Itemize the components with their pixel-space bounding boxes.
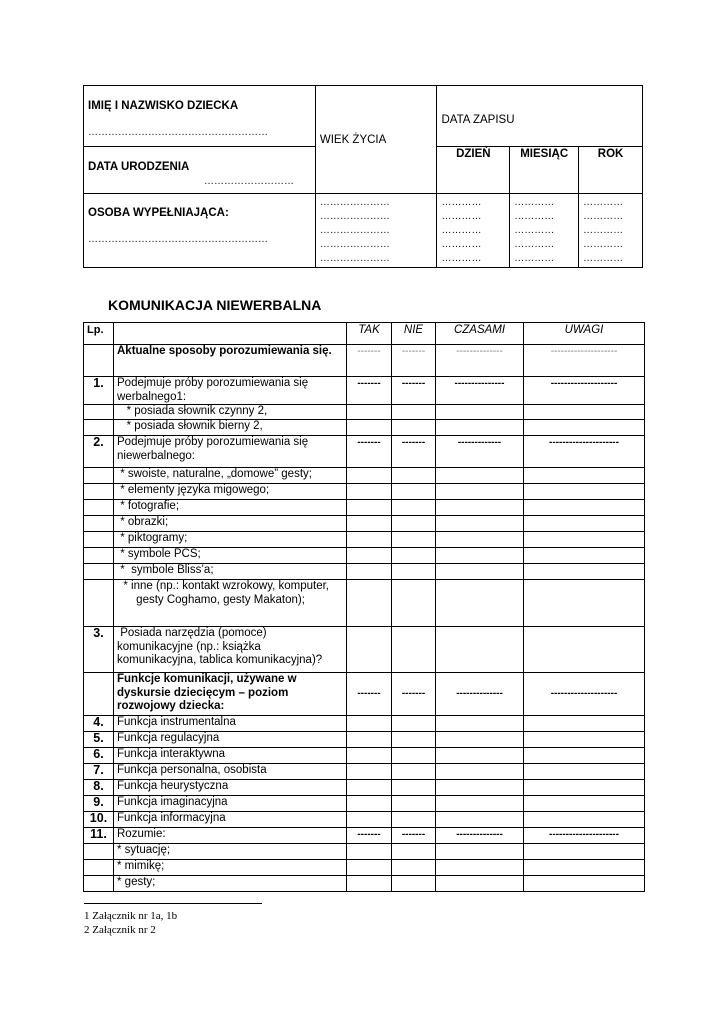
row-description: Rozumie: [114,828,347,844]
table-row [84,468,645,484]
tak-dash-cell[interactable]: ------- [347,673,392,716]
table-row [84,405,645,420]
birth-date-cell[interactable] [84,147,316,194]
year-dots-line: ………… [583,239,624,250]
row-number: 11. [84,828,114,844]
nie-answer-cell[interactable] [392,876,436,892]
row-description: Aktualne sposoby porozumiewania się. [114,345,347,377]
row-number: 4. [84,716,114,732]
uwagi-answer-cell[interactable] [524,764,645,780]
age-value-cell[interactable] [315,194,437,268]
tak-answer-cell[interactable] [347,548,392,564]
table-row [84,580,645,627]
table-row [84,420,645,436]
row-description: * posiada słownik bierny 2, [114,420,347,436]
nie-answer-cell[interactable] [392,564,436,580]
communication-table [83,322,645,892]
tak-answer-cell[interactable] [347,764,392,780]
child-name-cell[interactable] [84,86,316,147]
day-dots-line: ………… [441,239,482,250]
nie-dash-cell[interactable]: ------- [392,345,436,377]
czasami-dash-cell[interactable]: -------------- [436,345,524,377]
column-header-uwagi: UWAGI [524,323,645,345]
row-number [84,500,114,516]
table-row [84,716,645,732]
row-number [84,468,114,484]
czasami-answer-cell[interactable] [436,764,524,780]
month-dots-line: ………… [514,197,555,208]
year-dots-line: ………… [583,225,624,236]
uwagi-dash-cell[interactable]: --------------------- [524,436,645,468]
nie-answer-cell[interactable] [392,405,436,420]
month-dots-line: ………… [514,225,555,236]
uwagi-answer-cell[interactable] [524,844,645,860]
day-value-cell[interactable] [437,194,510,268]
czasami-answer-cell[interactable] [436,420,524,436]
uwagi-answer-cell[interactable] [524,780,645,796]
row-description: Funkcja informacyjna [114,812,347,828]
day-dots-line: ………… [441,211,482,222]
tak-dash-cell[interactable]: ------- [347,345,392,377]
uwagi-answer-cell[interactable] [524,420,645,436]
table-row [84,377,645,405]
tak-dash-cell[interactable]: ------- [347,828,392,844]
czasami-answer-cell[interactable] [436,812,524,828]
row-number [84,516,114,532]
row-description: Podejmuje próby porozumiewania się werbalnego1: [114,377,347,405]
table-row [84,732,645,748]
row-number: 1. [84,377,114,405]
row-description: * piktogramy; [114,532,347,548]
czasami-answer-cell[interactable] [436,405,524,420]
table-row [84,780,645,796]
row-number: 7. [84,764,114,780]
row-number [84,844,114,860]
table-row [84,673,645,716]
row-number [84,580,114,627]
nie-answer-cell[interactable] [392,516,436,532]
footnote-2: 2 Załącznik nr 2 [84,924,156,936]
nie-answer-cell[interactable] [392,627,436,673]
tak-answer-cell[interactable] [347,484,392,500]
czasami-answer-cell[interactable] [436,580,524,627]
age-header-cell [315,86,437,194]
row-number [84,564,114,580]
row-description: * symbole Bliss’a; [114,564,347,580]
month-dots-line: ………… [514,211,555,222]
uwagi-answer-cell[interactable] [524,468,645,484]
tak-answer-cell[interactable] [347,780,392,796]
nie-dash-cell[interactable]: ------- [392,377,436,405]
row-description: * gesty; [114,876,347,892]
czasami-dash-cell[interactable]: ------------- [436,436,524,468]
month-header: MIESIĄC [510,147,579,194]
age-label: WIEK ŻYCIA [319,133,387,146]
nie-answer-cell[interactable] [392,796,436,812]
table-row [84,860,645,876]
table-row [84,516,645,532]
child-name-dots: ……………………………………………… [88,127,268,138]
tak-answer-cell[interactable] [347,564,392,580]
nie-answer-cell[interactable] [392,860,436,876]
row-number [84,484,114,500]
month-dots-line: ………… [514,253,555,264]
footnote-separator [84,903,262,904]
uwagi-answer-cell[interactable] [524,516,645,532]
day-header: DZIEŃ [437,147,510,194]
tak-dash-cell[interactable]: ------- [347,377,392,405]
table-row [84,796,645,812]
column-header-nie: NIE [392,323,436,345]
czasami-answer-cell[interactable] [436,716,524,732]
nie-answer-cell[interactable] [392,812,436,828]
row-description: Funkcje komunikacji, używane w dyskursie dziecięcym – poziom rozwojowy dziecka: [114,673,347,716]
row-description: * fotografie; [114,500,347,516]
header-table [83,85,643,268]
row-description: * obrazki; [114,516,347,532]
row-number: 9. [84,796,114,812]
nie-answer-cell[interactable] [392,484,436,500]
czasami-answer-cell[interactable] [436,860,524,876]
tak-answer-cell[interactable] [347,532,392,548]
nie-answer-cell[interactable] [392,748,436,764]
czasami-answer-cell[interactable] [436,548,524,564]
nie-answer-cell[interactable] [392,500,436,516]
table-row [84,548,645,564]
row-number: 6. [84,748,114,764]
tak-answer-cell[interactable] [347,468,392,484]
table-row [84,345,645,377]
age-dots-line: ………………… [319,211,390,222]
tak-answer-cell[interactable] [347,812,392,828]
nie-dash-cell[interactable]: ------- [392,436,436,468]
row-description: Posiada narzędzia (pomoce) komunikacyjne (np.: książka komunikacyjna, tablica komunikacyjna)? [114,627,347,673]
column-header-desc [114,323,347,345]
row-description: * symbole PCS; [114,548,347,564]
year-header: ROK [579,147,643,194]
day-dots-line: ………… [441,253,482,264]
nie-answer-cell[interactable] [392,716,436,732]
child-name-label: IMIĘ I NAZWISKO DZIECKA [88,100,239,112]
row-number [84,420,114,436]
nie-answer-cell[interactable] [392,780,436,796]
czasami-dash-cell[interactable]: -------------- [436,673,524,716]
uwagi-answer-cell[interactable] [524,548,645,564]
row-description: Podejmuje próby porozumiewania się niewerbalnego: [114,436,347,468]
year-dots-line: ………… [583,197,624,208]
row-number [84,860,114,876]
czasami-answer-cell[interactable] [436,564,524,580]
uwagi-dash-cell[interactable]: -------------------- [524,377,645,405]
row-number [84,345,114,377]
czasami-answer-cell[interactable] [436,484,524,500]
row-description: Funkcja personalna, osobista [114,764,347,780]
age-dots-line: ………………… [319,225,390,236]
nie-answer-cell[interactable] [392,764,436,780]
uwagi-answer-cell[interactable] [524,627,645,673]
table-row [84,484,645,500]
day-dots-line: ………… [441,225,482,236]
birth-date-dots: ……………………… [204,176,294,187]
footnote-1: 1 Załącznik nr 1a, 1b [84,910,178,922]
czasami-answer-cell[interactable] [436,748,524,764]
row-description: Funkcja instrumentalna [114,716,347,732]
table-header-row [84,323,645,345]
row-number [84,673,114,716]
row-description: * swoiste, naturalne, „domowe” gesty; [114,468,347,484]
czasami-answer-cell[interactable] [436,732,524,748]
czasami-answer-cell[interactable] [436,780,524,796]
tak-answer-cell[interactable] [347,732,392,748]
uwagi-answer-cell[interactable] [524,532,645,548]
year-value-cell[interactable] [579,194,643,268]
tak-answer-cell[interactable] [347,876,392,892]
row-number: 10. [84,812,114,828]
czasami-answer-cell[interactable] [436,516,524,532]
nie-dash-cell[interactable]: ------- [392,673,436,716]
uwagi-answer-cell[interactable] [524,564,645,580]
uwagi-answer-cell[interactable] [524,748,645,764]
row-number: 3. [84,627,114,673]
czasami-answer-cell[interactable] [436,627,524,673]
czasami-answer-cell[interactable] [436,844,524,860]
month-dots-line: ………… [514,239,555,250]
record-date-header-cell [437,86,643,147]
filler-label: OSOBA WYPEŁNIAJĄCA: [88,207,229,219]
row-description: * posiada słownik czynny 2, [114,405,347,420]
birth-date-label: DATA URODZENIA [88,161,190,173]
nie-dash-cell[interactable]: ------- [392,828,436,844]
nie-answer-cell[interactable] [392,548,436,564]
tak-answer-cell[interactable] [347,405,392,420]
column-header-tak: TAK [347,323,392,345]
filler-dots: ……………………………………………… [88,234,268,245]
filler-cell[interactable] [84,194,316,268]
day-dots-line: ………… [441,197,482,208]
row-number: 8. [84,780,114,796]
czasami-dash-cell[interactable]: -------------- [436,828,524,844]
uwagi-answer-cell[interactable] [524,860,645,876]
czasami-answer-cell[interactable] [436,468,524,484]
uwagi-answer-cell[interactable] [524,716,645,732]
czasami-answer-cell[interactable] [436,876,524,892]
tak-answer-cell[interactable] [347,500,392,516]
row-description: * sytuację; [114,844,347,860]
table-row [84,748,645,764]
table-row [84,436,645,468]
nie-answer-cell[interactable] [392,468,436,484]
age-dots-line: ………………… [319,253,390,264]
row-number: 5. [84,732,114,748]
age-dots-line: ………………… [319,197,390,208]
tak-answer-cell[interactable] [347,860,392,876]
tak-answer-cell[interactable] [347,796,392,812]
table-row [84,844,645,860]
tak-answer-cell[interactable] [347,716,392,732]
row-number [84,405,114,420]
table-row [84,627,645,673]
nie-answer-cell[interactable] [392,732,436,748]
row-description: Funkcja interaktywna [114,748,347,764]
row-description: * inne (np.: kontakt wzrokowy, komputer, gesty Coghamo, gesty Makaton); [114,580,347,627]
czasami-answer-cell[interactable] [436,500,524,516]
uwagi-answer-cell[interactable] [524,500,645,516]
row-number [84,876,114,892]
age-dots-line: ………………… [319,239,390,250]
row-description: * elementy języka migowego; [114,484,347,500]
uwagi-answer-cell[interactable] [524,876,645,892]
table-row [84,812,645,828]
table-row [84,764,645,780]
uwagi-answer-cell[interactable] [524,812,645,828]
row-description: Funkcja heurystyczna [114,780,347,796]
nie-answer-cell[interactable] [392,580,436,627]
tak-answer-cell[interactable] [347,844,392,860]
row-number: 2. [84,436,114,468]
column-header-lp: Lp. [84,323,114,345]
tak-answer-cell[interactable] [347,627,392,673]
nie-answer-cell[interactable] [392,420,436,436]
column-header-czasami: CZASAMI [436,323,524,345]
row-description: Funkcja regulacyjna [114,732,347,748]
table-row [84,532,645,548]
uwagi-answer-cell[interactable] [524,732,645,748]
uwagi-dash-cell[interactable]: -------------------- [524,673,645,716]
section-title: KOMUNIKACJA NIEWERBALNA [108,297,322,313]
table-row [84,828,645,844]
table-row [84,564,645,580]
tak-answer-cell[interactable] [347,420,392,436]
record-date-label: DATA ZAPISU [441,113,515,126]
czasami-answer-cell[interactable] [436,532,524,548]
uwagi-answer-cell[interactable] [524,580,645,627]
month-value-cell[interactable] [510,194,579,268]
year-dots-line: ………… [583,211,624,222]
nie-answer-cell[interactable] [392,844,436,860]
tak-dash-cell[interactable]: ------- [347,436,392,468]
uwagi-dash-cell[interactable]: -------------------- [524,345,645,377]
uwagi-answer-cell[interactable] [524,796,645,812]
row-description: Funkcja imaginacyjna [114,796,347,812]
uwagi-dash-cell[interactable]: --------------------- [524,828,645,844]
table-row [84,876,645,892]
nie-answer-cell[interactable] [392,532,436,548]
tak-answer-cell[interactable] [347,516,392,532]
row-number [84,532,114,548]
tak-answer-cell[interactable] [347,748,392,764]
uwagi-answer-cell[interactable] [524,405,645,420]
row-description: * mimikę; [114,860,347,876]
czasami-dash-cell[interactable]: --------------- [436,377,524,405]
uwagi-answer-cell[interactable] [524,484,645,500]
czasami-answer-cell[interactable] [436,796,524,812]
table-row [84,500,645,516]
tak-answer-cell[interactable] [347,580,392,627]
year-dots-line: ………… [583,253,624,264]
row-number [84,548,114,564]
